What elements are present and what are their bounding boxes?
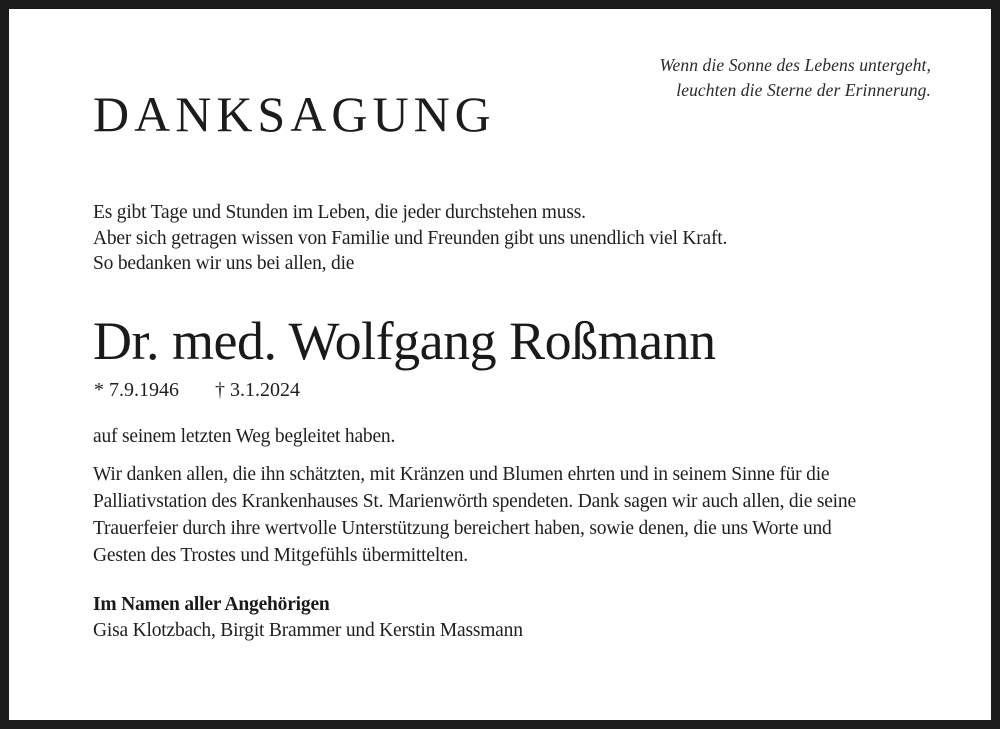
notice-title: DANKSAGUNG bbox=[93, 86, 496, 142]
continuation-text: auf seinem letzten Weg begleitet haben. bbox=[93, 426, 396, 447]
quote-line-1: Wenn die Sonne des Lebens untergeht, bbox=[659, 55, 931, 75]
intro-line-2: Aber sich getragen wissen von Familie und Freunden gibt uns unendlich viel Kraft. bbox=[93, 227, 728, 249]
memorial-quote bbox=[659, 53, 931, 103]
life-dates bbox=[94, 377, 300, 403]
deceased-name: Dr. med. Wolfgang Roßmann bbox=[93, 311, 716, 371]
death-date: † 3.1.2024 bbox=[215, 379, 300, 401]
intro-text bbox=[93, 200, 727, 277]
thanks-paragraph: Wir danken allen, die ihn schätzten, mit Kränzen und Blumen ehrten und in seinem Sinne für die Palliativstation des Krankenhauses St. Marienwörth spendeten. Dank sagen wir auch allen, die seine Trauerfeier durch ihre wertvolle Unterstützung bereichert haben, sowie denen, die uns Worte und Gesten des Trostes und Mitgefühls übermittelten. bbox=[93, 464, 856, 566]
signature-block bbox=[93, 592, 523, 643]
signature-names: Gisa Klotzbach, Birgit Brammer und Kerstin Massmann bbox=[93, 619, 523, 641]
signature-heading: Im Namen aller Angehörigen bbox=[93, 594, 330, 615]
quote-line-2: leuchten die Sterne der Erinnerung. bbox=[676, 80, 931, 100]
birth-date: * 7.9.1946 bbox=[94, 379, 179, 401]
intro-line-1: Es gibt Tage und Stunden im Leben, die jeder durchstehen muss. bbox=[93, 202, 586, 223]
intro-line-3: So bedanken wir uns bei allen, die bbox=[93, 253, 355, 274]
